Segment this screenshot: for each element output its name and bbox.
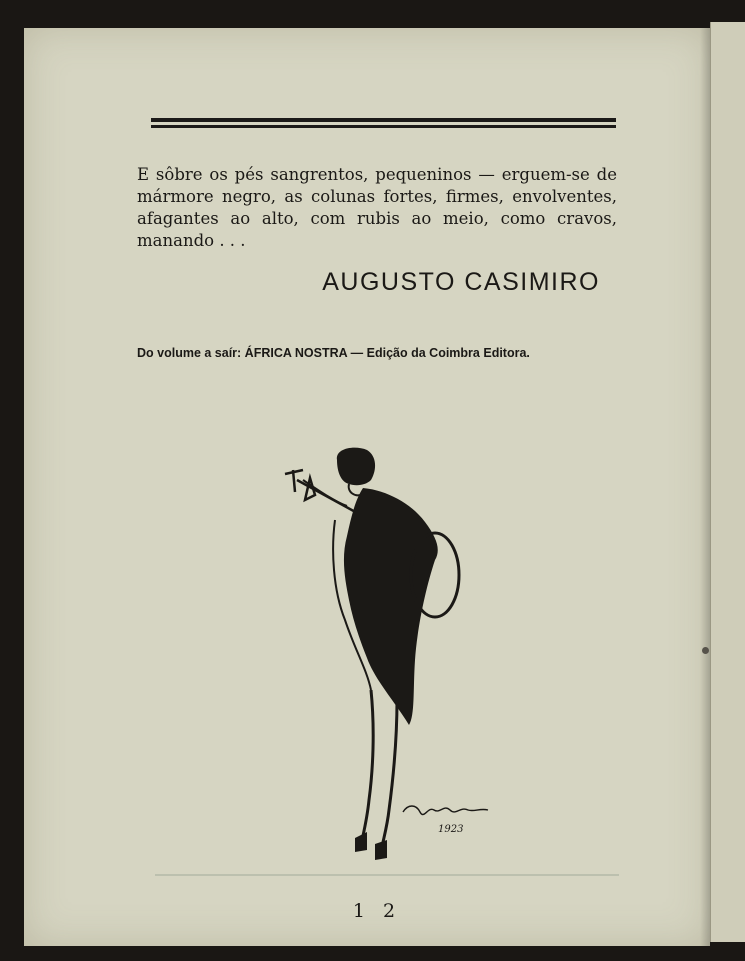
adjacent-page-edge (710, 22, 745, 942)
quote-text: E sôbre os pés sangrentos, pequeninos — erguem-se de mármore negro, as colunas fortes, firmes, envolventes, afagantes ao alto, com rubis ao meio, como cravos, manando . . . (137, 165, 617, 250)
binding-hole (702, 647, 709, 654)
bottom-rule (155, 874, 619, 876)
top-double-rule (151, 118, 616, 128)
head-shape (337, 448, 375, 486)
author-name: AUGUSTO CASIMIRO (322, 268, 600, 296)
page-shadow (700, 28, 710, 946)
drape-shape (344, 488, 438, 725)
quote-paragraph (137, 164, 617, 252)
source-note: Do volume a saír: ÁFRICA NOSTRA — Edição da Coimbra Editora. (137, 346, 530, 360)
signature-year: 1923 (438, 824, 464, 835)
page-number: 1 2 (352, 900, 402, 922)
artist-signature (398, 800, 508, 840)
